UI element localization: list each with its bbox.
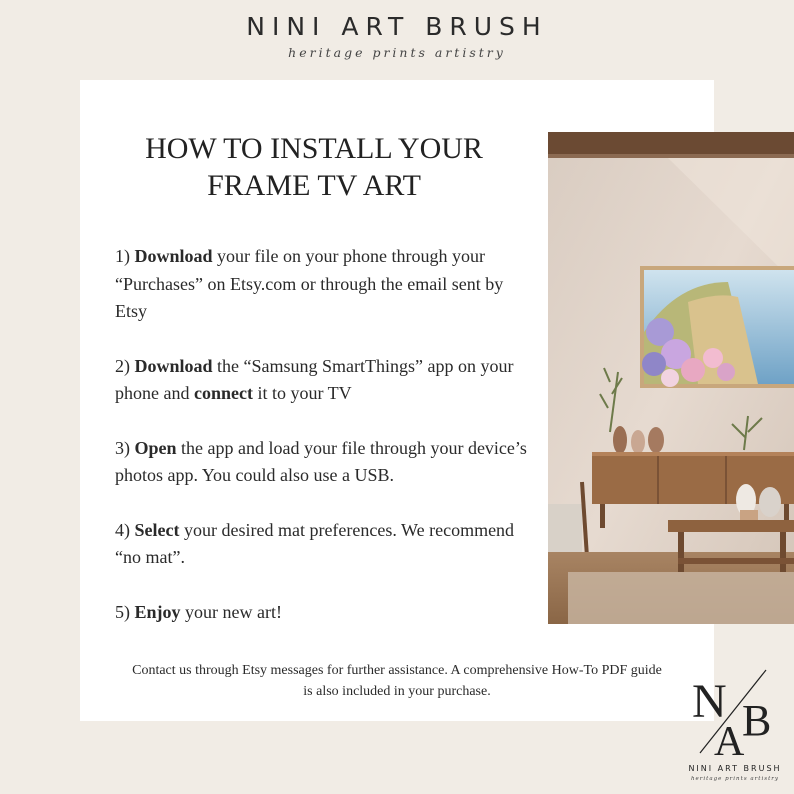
step-action: Enjoy	[134, 601, 181, 622]
step-action: Open	[134, 437, 177, 458]
brand-tagline: heritage prints artistry	[288, 45, 506, 60]
monogram-letter-n: N	[692, 675, 727, 728]
page-heading: HOW TO INSTALL YOUR FRAME TV ART	[145, 132, 483, 202]
step-4	[115, 517, 535, 572]
step-text: it to your TV	[252, 383, 352, 403]
step-3	[115, 435, 535, 490]
step-number: 5)	[115, 601, 135, 622]
step-number: 2)	[115, 355, 135, 376]
room-scene-image	[548, 132, 794, 624]
step-number: 3)	[115, 437, 135, 458]
step-action: connect	[193, 383, 253, 403]
footer-note: Contact us through Etsy messages for further assistance. A comprehensive How-To PDF guide is also included in your purchase.	[132, 663, 662, 699]
step-text: the “Samsung SmartThings” app on your phone and	[115, 355, 514, 403]
steps-list	[115, 243, 535, 653]
step-action: Download	[134, 246, 213, 266]
step-text: the app and load your file through your device’s photos app. You could also use a USB.	[115, 437, 527, 485]
brand-title: NINI ART BRUSH	[246, 12, 548, 41]
step-action: Select	[134, 519, 180, 540]
step-action: Download	[134, 355, 213, 376]
step-5	[115, 599, 535, 627]
step-text: your desired mat preferences. We recommend “no mat”.	[115, 519, 515, 567]
logo-brand-name: NINI ART BRUSH	[688, 764, 782, 773]
step-2	[115, 353, 535, 408]
monogram-letter-a: A	[714, 719, 745, 760]
step-text: your new art!	[180, 601, 282, 622]
step-number: 4)	[115, 519, 135, 540]
step-text: your file on your phone through your “Purchases” on Etsy.com or through the email sent by Etsy	[115, 246, 504, 321]
step-1	[115, 243, 535, 326]
monogram-letter-b: B	[742, 696, 772, 745]
step-number: 1)	[115, 246, 135, 266]
logo-tagline: heritage prints artistry	[690, 776, 780, 782]
